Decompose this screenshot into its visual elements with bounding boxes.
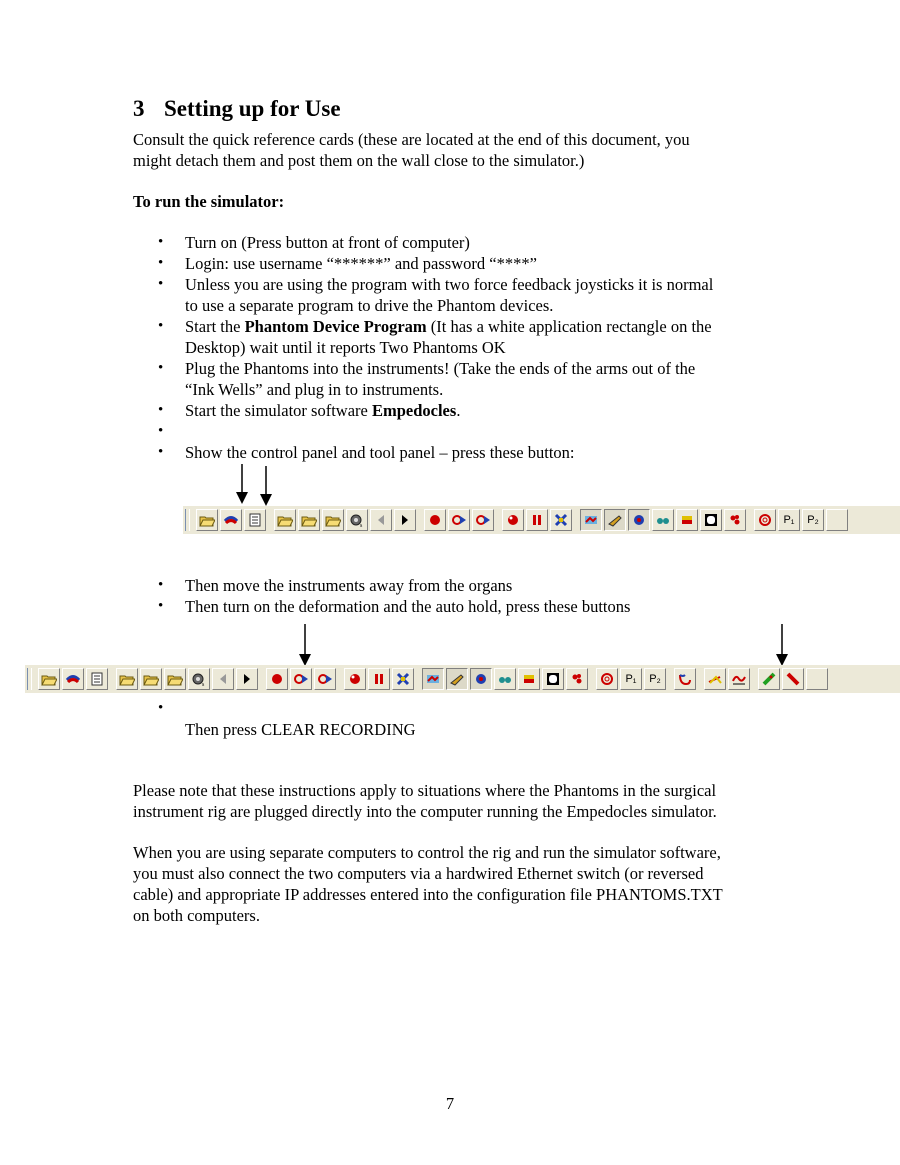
list-item <box>133 358 773 400</box>
step-login: Login: use username “******” and password “****” <box>185 254 537 273</box>
note-line-1: Please note that these instructions apply to situations where the Phantoms in the surgical <box>133 781 717 800</box>
toolbar-partial <box>183 506 900 534</box>
ring-button[interactable] <box>754 509 776 531</box>
playback-forward-button[interactable] <box>314 668 336 690</box>
separate-line-1: When you are using separate computers to control the rig and run the simulator software, <box>133 843 721 862</box>
intro-paragraph <box>133 129 783 171</box>
down-arrow-icon <box>259 466 273 506</box>
step-back-button[interactable] <box>212 668 234 690</box>
color-grid-button[interactable] <box>550 509 572 531</box>
view-scene-button[interactable] <box>580 509 602 531</box>
step-show-panels: Show the control panel and tool panel – press these button: <box>185 443 575 462</box>
step-start-line-2: Desktop) wait until it reports Two Phantoms OK <box>185 338 506 357</box>
instrument-button[interactable] <box>446 668 468 690</box>
step-start-text: Start the <box>185 317 245 336</box>
down-arrow-icon <box>298 624 312 666</box>
color-bar-button[interactable] <box>676 509 698 531</box>
list-item <box>133 400 773 421</box>
intro-line-1: Consult the quick reference cards (these are located at the end of this document, you <box>133 130 690 149</box>
list-item <box>133 575 773 596</box>
section-title <box>133 96 341 122</box>
p1-label: P₁ <box>625 673 637 685</box>
p1-button[interactable] <box>620 668 642 690</box>
record-forward-button[interactable] <box>290 668 312 690</box>
instrument-button[interactable] <box>604 509 626 531</box>
steps-list-continued <box>133 575 773 617</box>
auto-hold-button[interactable] <box>704 668 726 690</box>
pause-button[interactable] <box>526 509 548 531</box>
curve-button[interactable] <box>728 668 750 690</box>
intro-line-2: might detach them and post them on the wall close to the simulator.) <box>133 151 585 170</box>
green-tool-button[interactable] <box>758 668 780 690</box>
open-scene-3-button[interactable] <box>322 509 344 531</box>
open-scene-1-button[interactable] <box>274 509 296 531</box>
open-folder-button[interactable] <box>196 509 218 531</box>
list-item-empty <box>133 698 773 719</box>
record-button[interactable] <box>424 509 446 531</box>
step-unless-line-2: to use a separate program to drive the Phantom devices. <box>185 296 554 315</box>
separate-line-2: you must also connect the two computers via a hardwired Ethernet switch (or reversed <box>133 864 704 883</box>
target-button[interactable] <box>470 668 492 690</box>
record-forward-button[interactable] <box>448 509 470 531</box>
frame-button[interactable] <box>700 509 722 531</box>
separate-line-4: on both computers. <box>133 906 260 925</box>
toolbar-full <box>25 665 900 693</box>
list-item <box>133 442 773 463</box>
tool-panel-button[interactable] <box>86 668 108 690</box>
separate-computers-paragraph <box>133 842 783 926</box>
overflow-button[interactable] <box>826 509 848 531</box>
step-clear-recording: Then press CLEAR RECORDING <box>185 720 416 739</box>
separate-line-3: cable) and appropriate IP addresses entered into the configuration file PHANTOMS.TXT <box>133 885 723 904</box>
open-scene-3-button[interactable] <box>164 668 186 690</box>
overflow-button[interactable] <box>806 668 828 690</box>
step-sim-text: Start the simulator software <box>185 401 372 420</box>
p1-button[interactable] <box>778 509 800 531</box>
step-back-button[interactable] <box>370 509 392 531</box>
color-bar-button[interactable] <box>518 668 540 690</box>
settings-gear-button[interactable] <box>188 668 210 690</box>
color-grid-button[interactable] <box>392 668 414 690</box>
glasses-button[interactable] <box>652 509 674 531</box>
play-button[interactable] <box>236 668 258 690</box>
open-scene-2-button[interactable] <box>298 509 320 531</box>
step-unless-line-1: Unless you are using the program with two force feedback joysticks it is normal <box>185 275 714 294</box>
control-panel-button[interactable] <box>62 668 84 690</box>
note-line-2: instrument rig are plugged directly into the computer running the Empedocles simulator. <box>133 802 717 821</box>
list-item <box>133 253 773 274</box>
list-item-empty <box>133 421 773 442</box>
settings-gear-button[interactable] <box>346 509 368 531</box>
playback-forward-button[interactable] <box>472 509 494 531</box>
run-heading: To run the simulator: <box>133 192 285 211</box>
p2-button[interactable] <box>802 509 824 531</box>
phantom-program-name: Phantom Device Program <box>244 317 427 336</box>
down-arrow-icon <box>775 624 789 666</box>
list-item <box>133 274 773 316</box>
view-scene-button[interactable] <box>422 668 444 690</box>
down-arrow-icon <box>235 464 249 504</box>
empedocles-name: Empedocles <box>371 401 457 420</box>
svg-text:s: s <box>202 682 205 687</box>
step-move-instruments: Then move the instruments away from the organs <box>185 576 513 595</box>
list-item <box>133 232 773 253</box>
play-button[interactable] <box>394 509 416 531</box>
note-paragraph <box>133 780 783 822</box>
open-scene-2-button[interactable] <box>140 668 162 690</box>
section-number: 3 <box>133 96 145 121</box>
step-start-text-end: (It has a white application rectangle on the <box>426 317 712 336</box>
control-panel-button[interactable] <box>220 509 242 531</box>
step-deformation: Then turn on the deformation and the auto hold, press these buttons <box>185 597 631 616</box>
step-plug-line-2: “Ink Wells” and plug in to instruments. <box>185 380 444 399</box>
toolbar-grip[interactable] <box>27 668 32 690</box>
section-title-text: Setting up for Use <box>164 96 341 121</box>
red-dot-button[interactable] <box>344 668 366 690</box>
red-dots-button[interactable] <box>724 509 746 531</box>
p2-label: P₂ <box>807 514 819 526</box>
step-turn-on: Turn on (Press button at front of computer) <box>185 233 470 252</box>
open-scene-1-button[interactable] <box>116 668 138 690</box>
toolbar-grip[interactable] <box>185 509 190 531</box>
tool-panel-button[interactable] <box>244 509 266 531</box>
p2-label: P₂ <box>649 673 661 685</box>
svg-text:s: s <box>360 523 363 528</box>
pause-button[interactable] <box>368 668 390 690</box>
page-number: 7 <box>445 1094 455 1113</box>
p2-button[interactable] <box>644 668 666 690</box>
red-tool-button[interactable] <box>782 668 804 690</box>
step-sim-period: . <box>456 401 461 420</box>
red-dot-button[interactable] <box>502 509 524 531</box>
setup-steps-list <box>133 232 773 463</box>
open-folder-button[interactable] <box>38 668 60 690</box>
glasses-button[interactable] <box>494 668 516 690</box>
list-item <box>133 316 773 358</box>
list-item <box>133 596 773 617</box>
ring-button[interactable] <box>596 668 618 690</box>
frame-button[interactable] <box>542 668 564 690</box>
step-plug-line-1: Plug the Phantoms into the instruments! (Take the ends of the arms out of the <box>185 359 696 378</box>
red-dots-button[interactable] <box>566 668 588 690</box>
steps-list-final <box>133 698 773 719</box>
deformation-button[interactable] <box>266 668 288 690</box>
p1-label: P₁ <box>783 514 795 526</box>
target-button[interactable] <box>628 509 650 531</box>
stomach-button[interactable] <box>674 668 696 690</box>
